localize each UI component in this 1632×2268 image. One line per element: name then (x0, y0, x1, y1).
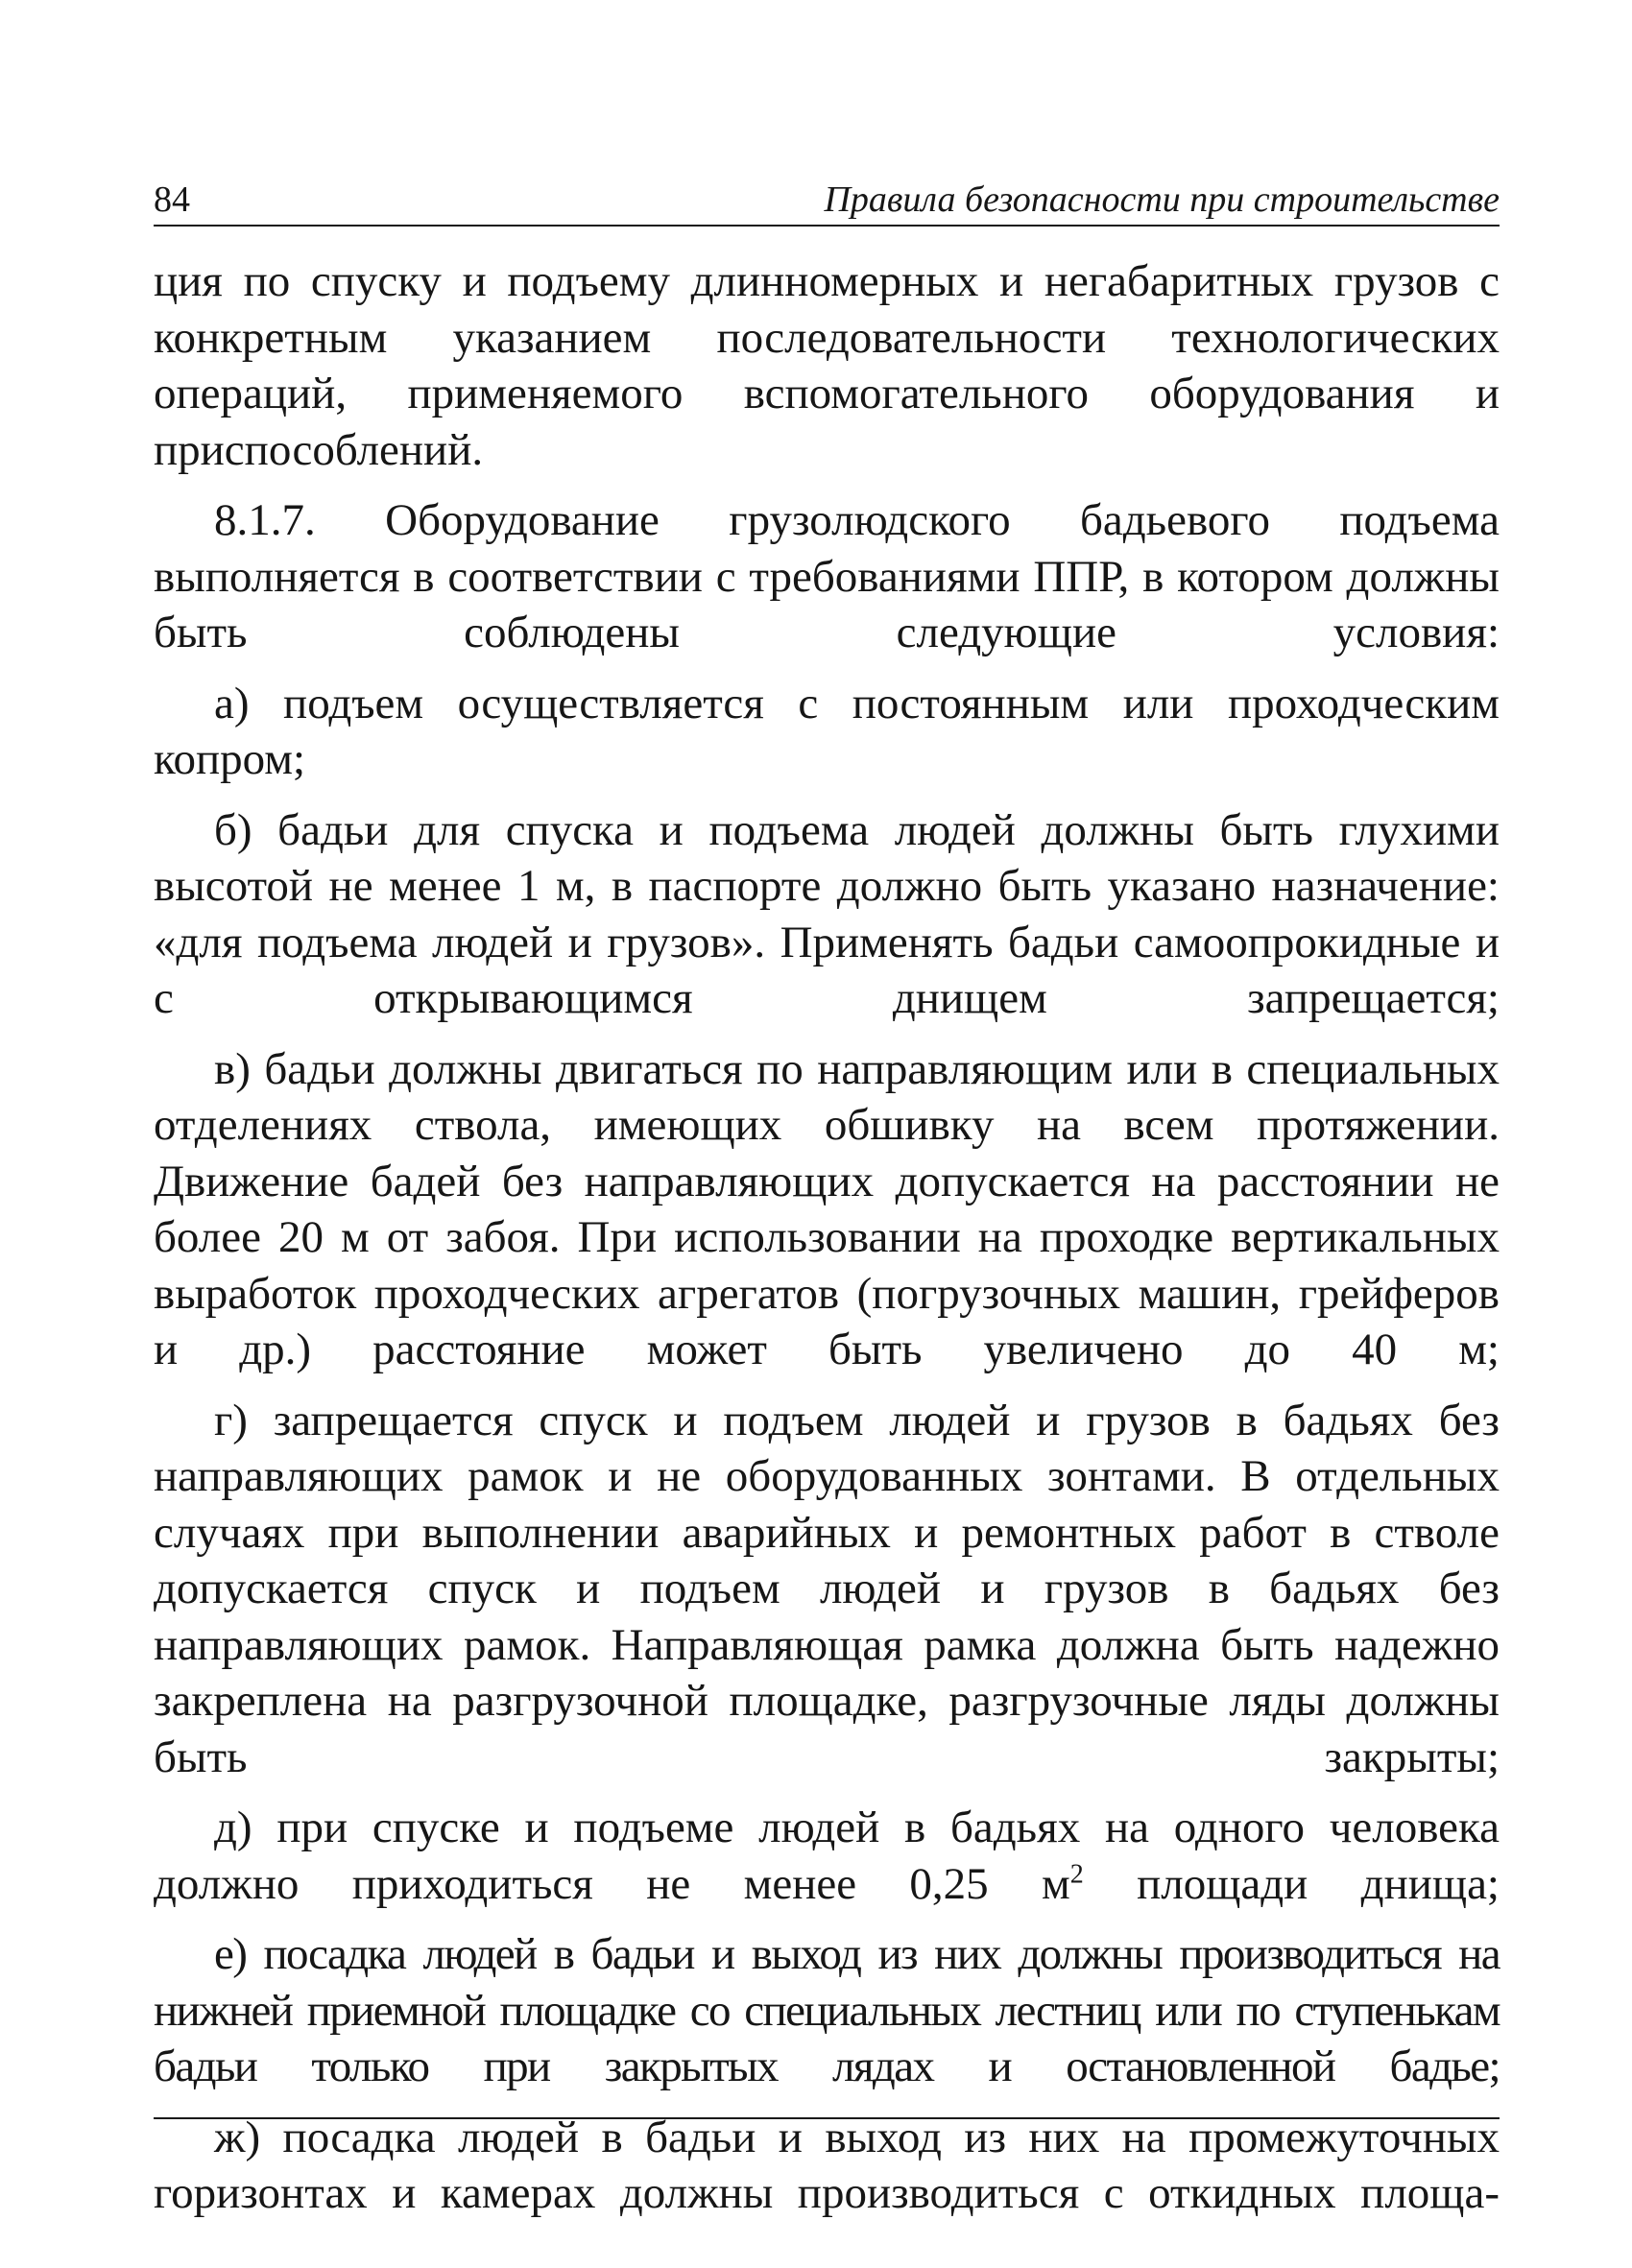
item-v: в) бадьи должны двигаться по направляющим или в специальных отделениях ствола, имеющих обшивку на всем протяжении. Движение бадей без направляющих допускается на расстоянии не более 20 м от забоя. При использовании на проходке вертикальных выработок проходческих агрегатов (погрузочных машин, грейферов и др.) расстояние может быть увеличено до 40 м; (154, 1043, 1500, 1374)
item-zh: ж) посадка людей в бадьи и выход из них на промежуточных горизонтах и камерах должны производиться с откидных площа- (154, 2112, 1500, 2218)
running-title: Правила безопасности при строительстве (824, 179, 1500, 220)
paragraph-8-1-7: 8.1.7. Оборудование грузолюдского бадьевого подъема выполняется в соответствии с требованиями ППР, в котором должны быть соблюдены следующие условия: (154, 495, 1500, 657)
item-g: г) запрещается спуск и подъем людей и грузов в бадьях без направляющих рамок и не оборудованных зонтами. В отдельных случаях при выполнении аварийных и ремонтных работ в стволе допускается спуск и подъем людей и грузов в бадьях без направляющих рамок. Направляющая рамка должна быть надежно закреплена на разгрузочной площадке, разгрузочные ляды должны быть закрыты; (154, 1395, 1500, 1782)
paragraph-continuation: ция по спуску и подъему длинномерных и негабаритных грузов с конкретным указанием последовательности технологических операций, применяемого вспомогательного оборудования и приспособлений. (154, 256, 1500, 475)
item-a: а) подъем осуществляется с постоянным или проходческим копром; (154, 678, 1500, 784)
item-b: б) бадьи для спуска и подъема людей должны быть глухими высотой не менее 1 м, в паспорте должно быть указано назначение: «для подъема людей и грузов». Применять бадьи самоопрокидные и с открывающимся днищем запрещается; (154, 804, 1500, 1023)
item-d-text-end: площади днища; (1083, 1858, 1500, 1909)
item-d-superscript: 2 (1069, 1858, 1084, 1889)
item-e: е) посадка людей в бадьи и выход из них должны производиться на нижней приемной площадке со специальных лестниц или по ступенькам бадьи только при закрытых лядах и остановленной бадье; (154, 1929, 1500, 2091)
item-d-text: д) при спуске и подъеме людей в бадьях на одного человека должно приходиться не менее 0,25 м (154, 1802, 1500, 1909)
running-header (154, 175, 1500, 227)
page-number: 84 (154, 179, 190, 220)
footer-rule (154, 2117, 1500, 2119)
item-d (154, 1800, 1500, 1912)
body-text (154, 253, 1500, 2236)
